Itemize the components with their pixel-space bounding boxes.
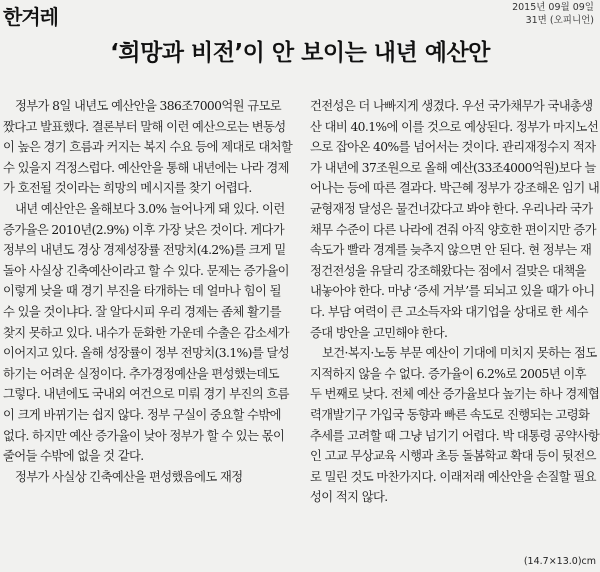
article-headline: ‘희망과 비전’이 안 보이는 내년 예산안	[110, 40, 490, 66]
article-column-left	[3, 96, 293, 487]
article-paragraph: 건전성은 더 나빠지게 생겼다. 우선 국가채무가 국내총생산 대비 40.1%에 이를 것으로 예상된다. 정부가 마지노선으로 잡아온 40%를 넘어서는 것이다. 관리재정수지 적자가 내년에 37조원으로 올해 예산(33조4000억원)보다 늘어나는 등에 따른 결과다. 박근혜 정부가 강조해온 임기 내 균형재정 달성은 물건너갔다고 봐야 한다. 우리나라 국가채무 수준이 다른 나라에 견줘 아직 양호한 편이지만 증가 속도가 빨라 경계를 늦추지 않으면 안 된다. 현 정부는 재정건전성을 유달리 강조해왔다는 점에서 걸맞은 대책을 내놓아야 한다. 마냥 ‘증세 거부’를 되뇌고 있을 때가 아니다. 부담 여력이 큰 고소득자와 대기업을 상대로 한 세수 증대 방안을 고민해야 한다.	[310, 99, 600, 340]
article-paragraph: 보건·복지·노동 부문 예산이 기대에 미치지 못하는 점도 지적하지 않을 수 없다. 증가율이 6.2%로 2005년 이후 두 번째로 낮다. 전체 예산 증가율보다 높기는 하나 경제협력개발기구 가입국 동향과 빠른 속도로 진행되는 고령화 추세를 고려할 때 그냥 넘기기 어렵다. 박 대통령 공약사항인 고교 무상교육 시행과 초등 돌봄학교 확대 등이 뒷전으로 밀린 것도 마찬가지다. 이래저래 예산안을 손질할 필요성이 적지 않다.	[310, 346, 600, 505]
article-column-right	[310, 96, 600, 508]
publication-meta	[512, 1, 594, 27]
article-paragraph: 정부가 8일 내년도 예산안을 386조7000억원 규모로 짰다고 발표했다. 결론부터 말해 이런 예산으로는 변동성이 높은 경기 흐름과 커지는 복지 수요 등에 제대로 대처할 수 있을지 걱정스럽다. 예산안을 통해 내년에는 나라 경제가 호전될 것이라는 희망의 메시지를 찾기 어렵다.	[3, 99, 293, 196]
article-paragraph: 정부가 사실상 긴축예산을 편성했음에도 재정	[15, 469, 243, 484]
article-paragraph: 내년 예산안은 올해보다 3.0% 늘어나게 돼 있다. 이런 증가율은 2010년(2.9%) 이후 가장 낮은 것이다. 게다가 정부의 내년도 경상 경제성장률 전망치(4.2%)를 크게 밑돌아 사실상 긴축예산이라고 할 수 있다. 문제는 증가율이 이렇게 낮을 때 경기 부진을 타개하는 데 얼마나 힘이 될 수 있을 것이냐다. 잘 알다시피 우리 경제는 좀체 활기를 찾지 못하고 있다. 내수가 둔화한 가운데 수출은 감소세가 이어지고 있다. 올해 성장률이 정부 전망치(3.1%)를 달성하기는 어려운 실정이다. 추가경정예산을 편성했는데도 그렇다. 내년에도 국내외 여건으로 미뤄 경기 부진의 흐름이 크게 바뀌기는 쉽지 않다. 정부 구실이 중요할 수밖에 없다. 하지만 예산 증가율이 낮아 정부가 할 수 있는 몫이 줄어들 수밖에 없을 것 같다.	[3, 201, 289, 464]
clipping-size-note: (14.7×13.0)cm	[523, 556, 596, 567]
publication-date: 2015년 09월 09일	[512, 2, 594, 13]
page-section: 31면 (오피니언)	[525, 15, 594, 26]
masthead	[0, 0, 600, 30]
newspaper-logo: 한겨레	[3, 5, 58, 29]
